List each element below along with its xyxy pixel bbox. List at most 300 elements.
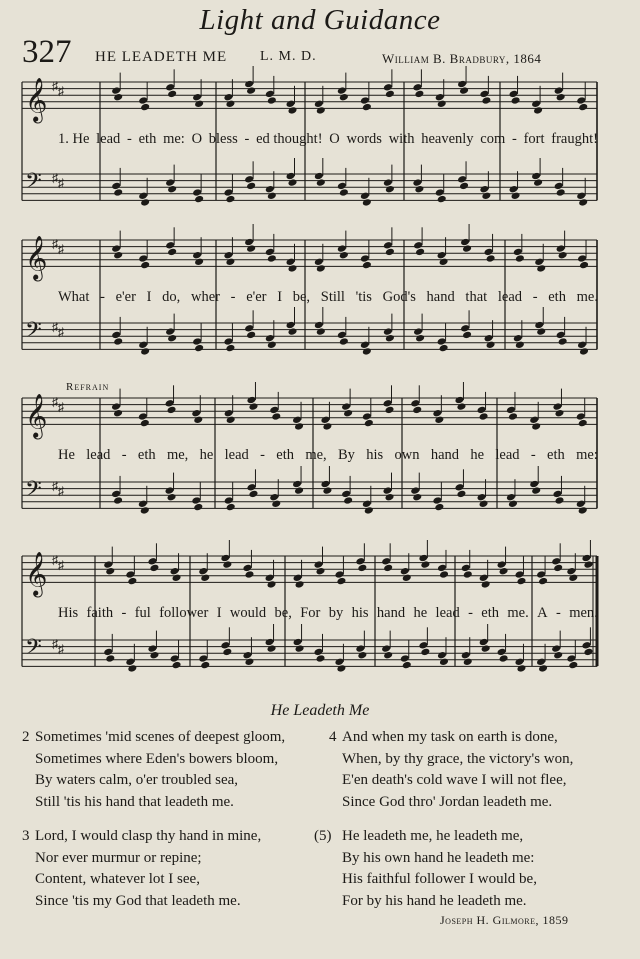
note-head (172, 574, 182, 583)
lyric-syllable: - (532, 289, 538, 305)
note-head (486, 254, 496, 263)
sharp-icon: ♯ (58, 325, 64, 339)
lyric-syllable: God's (382, 289, 416, 305)
note-head (343, 409, 353, 418)
note-head (226, 503, 236, 512)
stanza-line: E'en death's cold wave I will not flee, (342, 772, 567, 788)
note-head (516, 664, 526, 673)
note-head (531, 100, 541, 109)
note-head (412, 493, 422, 502)
note-head (294, 422, 304, 431)
note-head (461, 651, 471, 660)
lyric-syllable: - (530, 447, 536, 463)
note-head (360, 192, 370, 201)
note-head (514, 658, 524, 667)
lyric-syllable: lead (495, 447, 520, 463)
note-head (246, 244, 256, 253)
stanza-line: When, by thy grace, the victory's won, (342, 750, 574, 767)
note-head (413, 241, 423, 250)
lyric-syllable: lead (224, 447, 249, 463)
note-head (149, 651, 159, 660)
note-head (437, 337, 447, 346)
note-head (364, 506, 374, 515)
note-head (579, 347, 589, 356)
note-head (265, 334, 275, 343)
lyric-syllable: he (413, 605, 428, 621)
lyric-syllable: lead (497, 289, 523, 305)
lyric-syllable: A (537, 605, 548, 621)
note-head (223, 251, 233, 260)
note-head (383, 178, 393, 187)
note-head (244, 80, 254, 89)
note-head (138, 341, 148, 350)
note-head (113, 337, 123, 346)
lyric-syllable: lead (435, 605, 460, 621)
note-head (511, 96, 521, 105)
note-head (381, 557, 391, 566)
note-head (225, 258, 235, 267)
note-head (579, 261, 589, 270)
note-head (583, 648, 593, 657)
note-head (288, 106, 298, 115)
lyric-syllable: I (216, 605, 222, 621)
note-head (439, 570, 449, 579)
stanza-line: Sometimes where Eden's bowers bloom, (35, 750, 279, 767)
note-head (192, 251, 202, 260)
hymn-number: 327 (22, 34, 72, 70)
note-head (415, 334, 425, 343)
bass-clef-icon: 𝄢 (25, 635, 42, 665)
note-head (103, 560, 113, 569)
note-head (341, 402, 351, 411)
note-head (147, 644, 157, 653)
note-head (198, 567, 208, 576)
note-head (556, 93, 566, 102)
note-head (248, 490, 258, 499)
note-head (334, 658, 344, 667)
note-head (412, 178, 422, 187)
stanza-number: 2 (22, 729, 30, 745)
stanza-line: Nor ever murmur or repine; (35, 849, 202, 866)
note-head (553, 564, 563, 573)
lyric-syllable: be, (292, 289, 311, 305)
note-head (170, 567, 180, 576)
note-head (536, 570, 546, 579)
note-head (477, 406, 487, 415)
note-head (578, 198, 588, 207)
stanza-line: Since 'tis my God that leadeth me. (35, 892, 241, 909)
lyric-syllable: fraught! (551, 131, 598, 147)
note-head (337, 86, 347, 95)
note-head (554, 496, 564, 505)
note-head (165, 241, 175, 250)
note-head (138, 96, 148, 105)
note-head (125, 570, 135, 579)
sharp-icon: ♯ (52, 237, 58, 251)
note-head (339, 251, 349, 260)
lyric-syllable: 1. He (58, 131, 90, 147)
note-head (125, 658, 135, 667)
note-head (506, 406, 516, 415)
note-head (225, 100, 235, 109)
note-head (105, 654, 115, 663)
lyric-syllable: - (244, 131, 250, 147)
lyric-syllable: with (388, 131, 415, 147)
lyric-syllable: words (346, 131, 382, 147)
tune-name: HE LEADETH ME (95, 49, 228, 65)
note-head (515, 341, 525, 350)
lyric-syllable: com (480, 131, 506, 147)
note-head (165, 327, 175, 336)
note-head (479, 185, 489, 194)
note-head (316, 327, 326, 336)
stanza-line: His faithful follower I would be, (342, 871, 537, 887)
note-head (479, 90, 489, 99)
treble-clef-icon: 𝄞 (25, 393, 48, 438)
note-head (286, 258, 296, 267)
note-head (267, 644, 277, 653)
note-head (479, 638, 489, 647)
lyric-syllable: eth (547, 447, 565, 463)
lyric-line-4 (58, 605, 598, 622)
note-head (463, 658, 473, 667)
note-head (140, 506, 150, 515)
note-head (167, 248, 177, 257)
lyric-syllable: follower (159, 605, 209, 621)
lyric-syllable: - (121, 605, 127, 621)
lyric-syllable: eth (276, 447, 295, 463)
lyric-syllable: - (555, 605, 561, 621)
note-head (556, 188, 566, 197)
note-head (226, 416, 236, 425)
sharp-icon: ♯ (58, 558, 64, 572)
note-head (383, 399, 393, 408)
note-head (193, 416, 203, 425)
note-head (337, 182, 347, 191)
lyric-syllable: bless (208, 131, 238, 147)
lyric-syllable: I (277, 289, 283, 305)
lyric-line-3 (58, 447, 598, 464)
lyric-syllable: I (146, 289, 152, 305)
note-head (336, 664, 346, 673)
note-head (362, 347, 372, 356)
note-head (194, 195, 204, 204)
note-head (432, 496, 442, 505)
lyric-syllable: ed thought! (256, 131, 323, 147)
note-head (516, 577, 526, 586)
note-head (568, 661, 578, 670)
meter: L. M. D. (260, 49, 317, 64)
lyric-syllable: eth (138, 131, 157, 147)
note-head (140, 198, 150, 207)
note-head (224, 496, 234, 505)
note-head (558, 337, 568, 346)
note-head (558, 251, 568, 260)
note-head (140, 347, 150, 356)
note-head (138, 254, 148, 263)
stanza-line: He leadeth me, he leadeth me, (342, 828, 524, 844)
note-head (267, 341, 277, 350)
note-head (553, 651, 563, 660)
note-head (402, 574, 412, 583)
note-head (167, 90, 177, 99)
note-head (497, 648, 507, 657)
lyric-syllable: His (58, 605, 79, 621)
sharp-icon: ♯ (58, 484, 64, 498)
lyric-syllable: 'tis (355, 289, 372, 305)
note-head (515, 254, 525, 263)
note-head (513, 334, 523, 343)
lyric-syllable: that (465, 289, 488, 305)
note-head (271, 412, 281, 421)
lyric-syllable: hand (426, 289, 455, 305)
note-head (479, 574, 489, 583)
note-head (462, 244, 472, 253)
note-head (191, 409, 201, 418)
note-head (385, 406, 395, 415)
note-head (400, 654, 410, 663)
note-head (192, 337, 202, 346)
note-head (111, 490, 121, 499)
note-head (554, 86, 564, 95)
note-head (316, 106, 326, 115)
note-head (113, 93, 123, 102)
lyric-syllable: lead (96, 131, 121, 147)
note-head (193, 503, 203, 512)
note-head (481, 580, 491, 589)
stanza-line: Sometimes 'mid scenes of deepest gloom, (35, 729, 286, 745)
note-head (295, 644, 305, 653)
note-head (360, 96, 370, 105)
lyric-syllable: - (260, 447, 265, 463)
note-head (509, 90, 519, 99)
note-head (191, 496, 201, 505)
note-head (244, 238, 254, 247)
note-head (322, 422, 332, 431)
note-head (165, 399, 175, 408)
note-head (459, 86, 469, 95)
note-head (414, 185, 424, 194)
note-head (385, 493, 395, 502)
note-head (225, 344, 235, 353)
note-head (400, 567, 410, 576)
note-head (192, 188, 202, 197)
note-head (246, 396, 256, 405)
note-head (383, 327, 393, 336)
note-head (415, 248, 425, 257)
lyric-syllable: e'er (115, 289, 136, 305)
bass-clef-icon: 𝄢 (25, 169, 42, 199)
lyric-syllable: eth (481, 605, 500, 621)
note-head (461, 564, 471, 573)
note-head (343, 496, 353, 505)
note-head (140, 261, 150, 270)
composer-credit: William B. Bradbury, 1864 (382, 51, 542, 66)
note-head (513, 248, 523, 257)
note-head (581, 641, 591, 650)
note-head (242, 651, 252, 660)
note-head (439, 344, 449, 353)
lyric-syllable: me, (305, 447, 327, 463)
note-head (531, 422, 541, 431)
treble-clef-icon: 𝄞 (25, 77, 48, 122)
note-head (412, 83, 422, 92)
note-head (364, 419, 374, 428)
note-head (529, 416, 539, 425)
note-head (286, 321, 296, 330)
note-head (222, 560, 232, 569)
lyric-syllable: men. (569, 605, 598, 621)
note-head (362, 103, 372, 112)
lyric-syllable: eth (548, 289, 566, 305)
note-head (224, 409, 234, 418)
stanza-line: And when my task on earth is done, (342, 729, 558, 745)
note-head (362, 412, 372, 421)
stanza-line: Content, whatever lot I see, (35, 871, 200, 887)
note-head (105, 567, 115, 576)
note-head (294, 486, 304, 495)
note-head (336, 577, 346, 586)
note-head (269, 493, 279, 502)
note-head (552, 402, 562, 411)
lyric-syllable: Still (320, 289, 345, 305)
note-head (459, 182, 469, 191)
lyric-syllable: ful (134, 605, 151, 621)
note-head (288, 327, 298, 336)
note-head (412, 406, 422, 415)
note-head (271, 500, 281, 509)
note-head (113, 409, 123, 418)
note-head (385, 185, 395, 194)
note-head (316, 178, 326, 187)
stanza-number: (5) (314, 828, 332, 844)
note-head (320, 416, 330, 425)
note-head (454, 396, 464, 405)
lyric-syllable: What (58, 289, 90, 305)
note-head (552, 490, 562, 499)
note-head (385, 334, 395, 343)
note-head (360, 341, 370, 350)
note-head (244, 324, 254, 333)
lyric-syllable: hand (430, 447, 460, 463)
lyric-syllable: wher (190, 289, 220, 305)
note-head (337, 331, 347, 340)
note-head (220, 554, 230, 563)
lyric-syllable: me: (163, 131, 185, 147)
note-head (314, 648, 324, 657)
note-head (381, 644, 391, 653)
stanza-line: For by his hand he leadeth me. (342, 892, 527, 909)
note-head (244, 658, 254, 667)
note-head (402, 661, 412, 670)
note-head (113, 251, 123, 260)
stanza-2 (22, 727, 286, 813)
note-head (414, 90, 424, 99)
note-head (457, 175, 467, 184)
note-head (477, 493, 487, 502)
sharp-icon: ♯ (52, 637, 58, 651)
note-head (566, 567, 576, 576)
lyric-syllable: be, (274, 605, 292, 621)
note-head (316, 654, 326, 663)
note-head (246, 86, 256, 95)
note-head (534, 321, 544, 330)
note-head (334, 570, 344, 579)
note-head (314, 258, 324, 267)
note-head (435, 93, 445, 102)
note-head (581, 554, 591, 563)
note-head (360, 254, 370, 263)
stanza-line: By his own hand he leadeth me: (342, 849, 535, 866)
note-head (140, 103, 150, 112)
note-head (138, 412, 148, 421)
note-head (418, 554, 428, 563)
lyric-syllable: me, (166, 447, 189, 463)
note-head (437, 100, 447, 109)
sharp-icon: ♯ (58, 242, 64, 256)
note-head (265, 248, 275, 257)
note-head (113, 188, 123, 197)
note-head (316, 567, 326, 576)
note-head (246, 182, 256, 191)
lyric-syllable: he (470, 447, 485, 463)
note-head (568, 574, 578, 583)
note-head (267, 192, 277, 201)
note-head (509, 185, 519, 194)
note-head (508, 412, 518, 421)
lyric-syllable: heavenly (421, 131, 474, 147)
sharp-icon: ♯ (58, 642, 64, 656)
note-head (339, 188, 349, 197)
note-head (149, 564, 159, 573)
note-head (531, 172, 541, 181)
note-head (437, 564, 447, 573)
note-head (167, 185, 177, 194)
bass-clef-icon: 𝄢 (25, 318, 42, 348)
note-head (514, 570, 524, 579)
note-head (357, 651, 367, 660)
lyric-syllable: eth (137, 447, 156, 463)
note-head (454, 483, 464, 492)
note-head (410, 399, 420, 408)
note-head (140, 419, 150, 428)
note-head (551, 644, 561, 653)
note-head (357, 564, 367, 573)
note-head (246, 483, 256, 492)
note-head (127, 577, 137, 586)
lyric-syllable: me. (576, 289, 598, 305)
note-head (225, 195, 235, 204)
note-head (533, 106, 543, 115)
stanza-line: Since God thro' Jordan leadeth me. (342, 793, 553, 810)
note-head (578, 506, 588, 515)
note-head (198, 654, 208, 663)
sharp-icon: ♯ (58, 84, 64, 98)
note-head (269, 406, 279, 415)
sharp-icon: ♯ (52, 395, 58, 409)
note-head (138, 500, 148, 509)
note-head (320, 480, 330, 489)
note-head (194, 100, 204, 109)
note-head (432, 409, 442, 418)
note-head (223, 337, 233, 346)
note-head (265, 185, 275, 194)
note-head (484, 248, 494, 257)
note-head (383, 564, 393, 573)
note-head (167, 493, 177, 502)
note-head (222, 648, 232, 657)
note-head (481, 644, 491, 653)
